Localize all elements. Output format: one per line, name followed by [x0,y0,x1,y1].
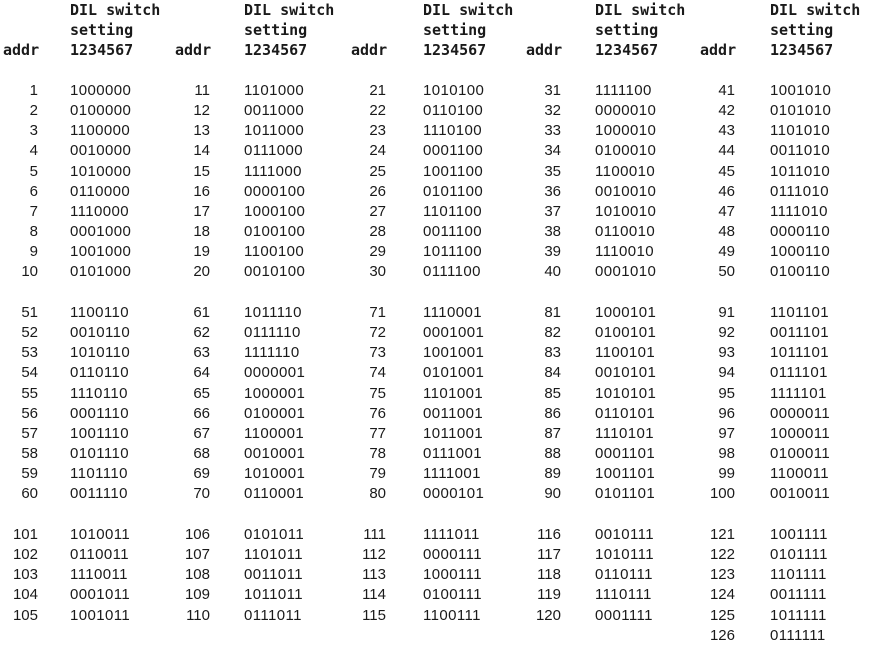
address-cell: 49 [718,243,735,261]
dil-setting-cell: 1111000 [244,162,302,180]
address-cell: 40 [544,263,561,281]
dil-setting-cell: 1011000 [244,122,305,140]
address-cell: 79 [369,465,386,483]
address-cell: 9 [29,243,38,261]
address-cell: 48 [718,223,735,241]
dil-setting-cell: 1110011 [70,566,128,584]
address-cell: 22 [369,102,386,120]
dil-setting-cell: 1000001 [244,384,306,402]
dil-setting-cell: 1100010 [595,162,656,180]
address-cell: 107 [184,546,210,564]
address-cell: 50 [718,263,735,281]
address-cell: 47 [718,202,735,220]
dil-setting-cell: 0010011 [770,485,831,503]
address-cell: 44 [718,142,735,160]
dil-setting-cell: 0111001 [423,445,482,463]
dil-setting-cell: 1000010 [595,122,657,140]
header-addr-label: addr [700,41,737,59]
address-cell: 55 [21,384,38,402]
address-cell: 98 [718,445,735,463]
dil-setting-cell: 1100101 [595,344,656,362]
address-cell: 67 [193,424,210,442]
header-dil-switch-label: setting [423,21,487,39]
address-cell: 1 [29,82,38,99]
dil-setting-cell: 0010001 [244,445,306,463]
address-cell: 115 [362,606,386,624]
address-cell: 5 [29,162,38,180]
address-cell: 112 [362,546,386,564]
address-cell: 28 [369,223,386,241]
dil-setting-cell: 0000001 [244,364,306,382]
address-cell: 33 [544,122,561,140]
address-cell: 42 [718,102,735,120]
address-cell: 3 [29,122,38,140]
dil-setting-cell: 0001110 [70,404,129,422]
address-cell: 125 [709,606,735,624]
dil-setting-cell: 0001011 [70,586,131,604]
dil-setting-cell: 1101100 [423,202,482,220]
dil-setting-cell: 1001010 [770,82,832,99]
address-cell: 59 [21,465,38,483]
address-cell: 65 [193,384,210,402]
dil-setting-cell: 0100101 [595,324,657,342]
address-cell: 91 [718,304,735,321]
dil-setting-cell: 1001011 [70,606,131,624]
dil-setting-cell: 0111010 [770,182,829,200]
address-cell: 16 [193,182,210,200]
dil-setting-cell: 1100001 [244,424,305,442]
dil-setting-cell: 0101010 [770,102,832,120]
dil-setting-cell: 0010111 [595,526,654,543]
dil-setting-cell: 0001111 [595,606,653,624]
address-cell: 120 [535,606,561,624]
dil-setting-cell: 1100000 [70,122,131,140]
dil-setting-cell: 0101101 [595,485,656,503]
dil-setting-cell: 0111100 [423,263,481,281]
dil-setting-cell: 0000110 [770,223,831,241]
address-cell: 75 [369,384,386,402]
dil-setting-cell: 0110000 [70,182,131,200]
address-cell: 13 [193,122,210,140]
address-cell: 126 [709,626,735,644]
dil-setting-cell: 0000100 [244,182,306,200]
dil-setting-cell: 1111100 [595,82,652,99]
dil-setting-cell: 0100010 [595,142,657,160]
address-cell: 73 [369,344,386,362]
address-cell: 43 [718,122,735,140]
dil-setting-cell: 0100100 [244,223,306,241]
dil-setting-cell: 0000011 [770,404,831,422]
dil-setting-cell: 1010000 [70,162,132,180]
address-cell: 101 [12,526,38,543]
address-cell: 90 [544,485,561,503]
address-cell: 88 [544,445,561,463]
header-addr-label: addr [3,41,40,59]
address-cell: 23 [369,122,386,140]
dil-setting-cell: 0010101 [595,364,657,382]
address-cell: 45 [718,162,735,180]
address-cell: 94 [718,364,735,382]
address-cell: 41 [718,82,735,99]
dil-setting-cell: 0011100 [423,223,482,241]
dil-setting-cell: 1110101 [595,424,654,442]
dil-setting-cell: 0000010 [595,102,657,120]
address-cell: 85 [544,384,561,402]
address-cell: 117 [537,546,561,564]
dil-setting-cell: 1100100 [244,243,305,261]
address-cell: 26 [369,182,386,200]
dil-setting-cell: 0001000 [70,223,132,241]
dil-setting-cell: 0111110 [244,324,301,342]
dil-setting-cell: 1010010 [595,202,657,220]
address-cell: 74 [369,364,386,382]
address-cell: 21 [369,82,386,99]
dil-setting-cell: 1000101 [595,304,657,321]
dil-setting-cell: 1110110 [70,384,128,402]
address-cell: 93 [718,344,735,362]
address-cell: 58 [21,445,38,463]
address-cell: 70 [193,485,210,503]
dil-setting-cell: 0110010 [595,223,656,241]
address-cell: 104 [12,586,38,604]
address-cell: 64 [193,364,210,382]
dil-setting-cell: 0011000 [244,102,305,120]
address-cell: 124 [709,586,735,604]
address-cell: 11 [194,82,210,99]
dil-setting-cell: 1001110 [70,424,129,442]
dil-setting-cell: 1101001 [423,384,484,402]
header-dil-switch-label: DIL switch [423,1,514,19]
dil-setting-cell: 0011011 [244,566,303,584]
dil-setting-cell: 0100000 [70,102,132,120]
address-cell: 86 [544,404,561,422]
dil-setting-cell: 0101000 [70,263,132,281]
address-cell: 116 [537,526,561,543]
dil-setting-cell: 1001111 [770,526,828,543]
address-cell: 51 [21,304,38,321]
dil-setting-cell: 1101000 [244,82,305,99]
dil-setting-cell: 1101010 [770,122,831,140]
dil-setting-cell: 1001000 [70,243,132,261]
address-cell: 111 [363,526,386,543]
address-cell: 80 [369,485,386,503]
address-cell: 25 [369,162,386,180]
dil-setting-cell: 1011100 [423,243,482,261]
address-cell: 18 [193,223,210,241]
address-cell: 46 [718,182,735,200]
dil-setting-cell: 0111011 [244,606,302,624]
header-dil-switch-label: setting [770,21,834,39]
address-cell: 20 [193,263,210,281]
address-cell: 122 [709,546,735,564]
dil-setting-cell: 1000011 [770,424,831,442]
dil-setting-cell: 1101101 [770,304,829,321]
dil-setting-cell: 1001101 [595,465,656,483]
dil-setting-cell: 1010110 [70,344,131,362]
address-cell: 32 [544,102,561,120]
header-dil-switch-label: 1234567 [244,41,308,59]
dil-setting-cell: 0100110 [770,263,831,281]
address-cell: 10 [21,263,38,281]
address-cell: 102 [12,546,38,564]
header-dil-switch-label: setting [595,21,659,39]
dil-setting-cell: 0110001 [244,485,305,503]
address-cell: 38 [544,223,561,241]
dil-setting-cell: 1100111 [423,606,481,624]
address-cell: 71 [369,304,386,321]
address-cell: 92 [718,324,735,342]
address-cell: 100 [709,485,735,503]
address-cell: 118 [537,566,561,584]
dil-setting-cell: 0101111 [770,546,828,564]
address-cell: 15 [193,162,210,180]
address-cell: 72 [369,324,386,342]
address-cell: 7 [29,202,38,220]
dil-setting-cell: 0011001 [423,404,484,422]
dil-setting-cell: 1000000 [70,82,132,99]
dil-setting-cell: 1101111 [770,566,827,584]
address-cell: 108 [184,566,210,584]
dil-setting-cell: 0111101 [770,364,828,382]
dil-setting-cell: 1000110 [770,243,831,261]
dil-setting-cell: 1011010 [770,162,831,180]
dil-setting-cell: 0111000 [244,142,303,160]
dil-setting-cell: 0010100 [244,263,306,281]
address-cell: 24 [369,142,386,160]
dil-setting-cell: 0110110 [70,364,129,382]
address-cell: 109 [184,586,210,604]
address-cell: 87 [544,424,561,442]
address-cell: 69 [193,465,210,483]
address-cell: 37 [544,202,561,220]
dil-setting-cell: 1110111 [595,586,652,604]
address-cell: 35 [544,162,561,180]
address-cell: 61 [193,304,210,321]
dil-setting-cell: 0001001 [423,324,485,342]
address-cell: 119 [537,586,561,604]
dil-setting-cell: 1101011 [244,546,303,564]
address-cell: 89 [544,465,561,483]
dil-setting-cell: 0010110 [70,324,131,342]
dil-setting-cell: 1000111 [423,566,482,584]
dil-setting-cell: 1101110 [70,465,128,483]
address-cell: 62 [193,324,210,342]
header-dil-switch-label: DIL switch [70,1,161,19]
address-cell: 114 [362,586,386,604]
dil-setting-cell: 1010011 [70,526,131,543]
dil-setting-cell: 1011001 [423,424,484,442]
header-dil-switch-label: DIL switch [770,1,861,19]
address-cell: 81 [544,304,561,321]
dil-setting-cell: 1011111 [770,606,827,624]
address-cell: 39 [544,243,561,261]
dil-setting-cell: 1010111 [595,546,654,564]
dil-setting-cell: 0011111 [770,586,827,604]
dil-setting-cell: 0000101 [423,485,485,503]
dil-setting-cell: 0110101 [595,404,656,422]
address-cell: 2 [29,102,38,120]
dil-setting-cell: 1001001 [423,344,485,362]
dil-setting-cell: 1111011 [423,526,480,543]
header-dil-switch-label: DIL switch [244,1,335,19]
address-cell: 123 [709,566,735,584]
dil-setting-cell: 0010000 [70,142,132,160]
address-cell: 68 [193,445,210,463]
dil-setting-cell: 1010001 [244,465,306,483]
dil-setting-cell: 1110100 [423,122,482,140]
dil-setting-cell: 0101001 [423,364,485,382]
dil-setting-cell: 0100111 [423,586,482,604]
address-cell: 82 [544,324,561,342]
address-cell: 14 [193,142,210,160]
address-cell: 54 [21,364,38,382]
dil-setting-cell: 1001100 [423,162,484,180]
dil-setting-cell: 0001100 [423,142,484,160]
address-cell: 113 [362,566,386,584]
header-dil-switch-label: 1234567 [770,41,834,59]
address-cell: 66 [193,404,210,422]
address-cell: 52 [21,324,38,342]
dil-setting-cell: 0001010 [595,263,657,281]
dil-setting-cell: 1100011 [770,465,829,483]
header-dil-switch-label: 1234567 [423,41,487,59]
address-cell: 103 [12,566,38,584]
dil-setting-cell: 0011110 [70,485,128,503]
dil-setting-cell: 0011101 [770,324,829,342]
address-cell: 30 [369,263,386,281]
address-cell: 96 [718,404,735,422]
header-dil-switch-label: DIL switch [595,1,686,19]
dil-setting-cell: 1000100 [244,202,306,220]
dil-setting-cell: 1011101 [770,344,829,362]
dil-setting-cell: 1010101 [595,384,657,402]
address-cell: 31 [544,82,561,99]
dil-setting-cell: 1011011 [244,586,303,604]
dil-setting-cell: 0100011 [770,445,831,463]
dil-setting-cell: 0110100 [423,102,484,120]
header-addr-label: addr [175,41,212,59]
address-cell: 17 [193,202,210,220]
address-cell: 106 [184,526,210,543]
address-cell: 4 [29,142,38,160]
address-cell: 57 [21,424,38,442]
address-cell: 27 [369,202,386,220]
dil-setting-cell: 0100001 [244,404,306,422]
address-cell: 29 [369,243,386,261]
dil-setting-cell: 1111110 [244,344,300,362]
address-cell: 110 [186,606,210,624]
dil-setting-cell: 1111001 [423,465,481,483]
address-cell: 105 [12,606,38,624]
address-cell: 19 [193,243,210,261]
dil-setting-cell: 0001101 [595,445,656,463]
header-addr-label: addr [526,41,563,59]
dil-setting-cell: 1111101 [770,384,827,402]
dil-setting-cell: 1110001 [423,304,482,321]
dil-setting-cell: 1111010 [770,202,828,220]
dil-setting-cell: 0101011 [244,526,305,543]
address-cell: 34 [544,142,561,160]
dil-setting-cell: 1100110 [70,304,129,321]
dil-setting-cell: 0011010 [770,142,831,160]
address-cell: 8 [29,223,38,241]
header-dil-switch-label: 1234567 [595,41,659,59]
dil-setting-cell: 0000111 [423,546,482,564]
address-cell: 36 [544,182,561,200]
dil-setting-cell: 0010010 [595,182,657,200]
address-cell: 121 [709,526,735,543]
header-dil-switch-label: setting [70,21,134,39]
address-cell: 97 [718,424,735,442]
address-cell: 63 [193,344,210,362]
dil-setting-cell: 1011110 [244,304,302,321]
address-cell: 12 [193,102,210,120]
dil-setting-cell: 0101110 [70,445,129,463]
dil-setting-cell: 0110011 [70,546,129,564]
address-cell: 84 [544,364,561,382]
header-dil-switch-label: setting [244,21,308,39]
dil-setting-cell: 0101100 [423,182,484,200]
dil-setting-cell: 0111111 [770,626,826,644]
dil-setting-cell: 1010100 [423,82,485,99]
header-addr-label: addr [351,41,388,59]
address-cell: 83 [544,344,561,362]
dil-setting-cell: 1110010 [595,243,654,261]
dil-setting-cell: 0110111 [595,566,653,584]
header-dil-switch-label: 1234567 [70,41,134,59]
address-cell: 76 [369,404,386,422]
address-cell: 99 [718,465,735,483]
address-cell: 77 [369,424,386,442]
address-cell: 95 [718,384,735,402]
dil-setting-cell: 1110000 [70,202,129,220]
address-cell: 6 [29,182,38,200]
address-cell: 60 [21,485,38,503]
address-cell: 78 [369,445,386,463]
address-cell: 56 [21,404,38,422]
address-cell: 53 [21,344,38,362]
